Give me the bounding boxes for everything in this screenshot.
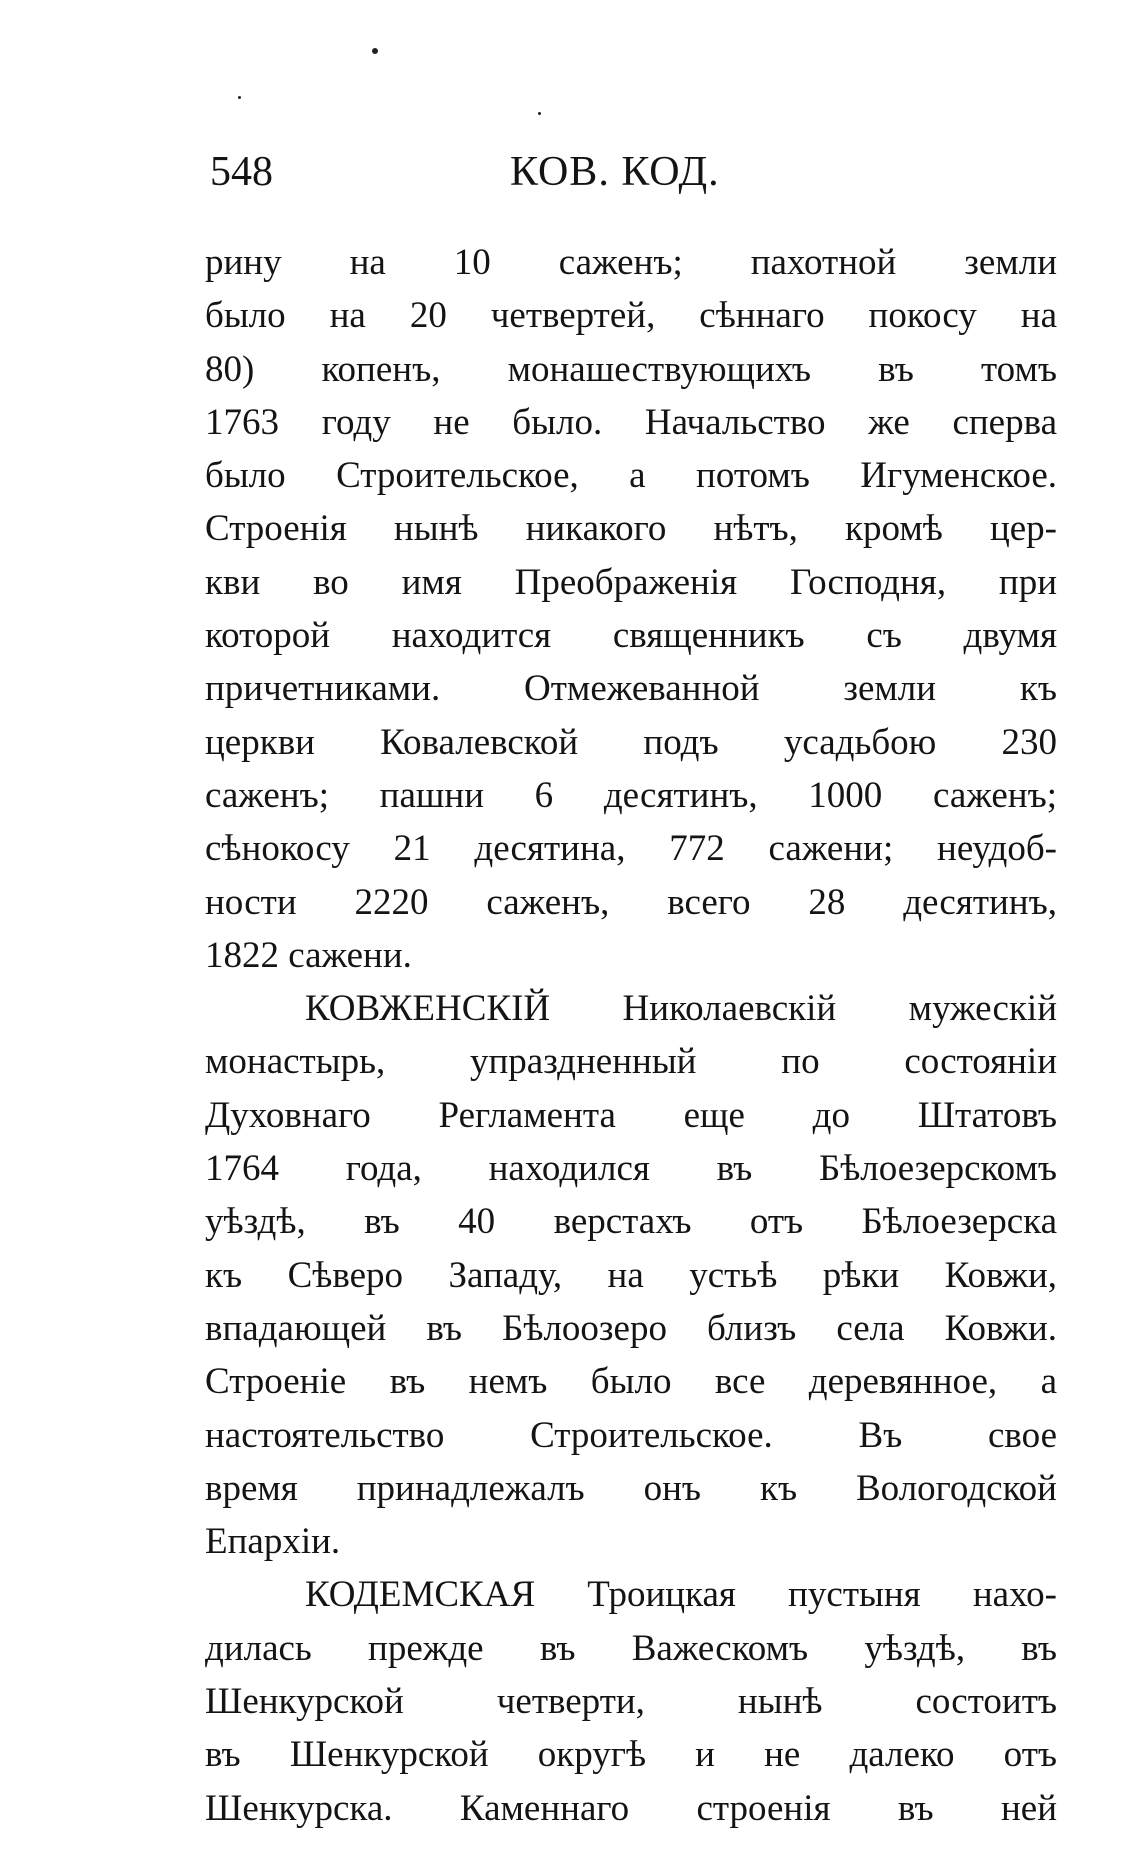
text-line: Строенія нынѣ никакого нѣтъ, кромѣ цер- bbox=[205, 508, 1057, 550]
text-line: Духовнаго Регламента еще до Штатовъ bbox=[205, 1094, 1057, 1136]
text-line: рину на 10 саженъ; пахотной земли bbox=[205, 242, 1057, 283]
text-line: церкви Ковалевской подъ усадьбою 230 bbox=[205, 721, 1057, 763]
text-line: причетниками. Отмежеванной земли къ bbox=[205, 668, 1057, 710]
text-line: дилась прежде въ Важескомъ уѣздѣ, въ bbox=[205, 1627, 1057, 1669]
text-line: въ Шенкурской округѣ и не далеко отъ bbox=[205, 1734, 1057, 1776]
text-line: кви во имя Преображенія Господня, при bbox=[205, 561, 1057, 603]
text-line: время принадлежалъ онъ къ Вологодской bbox=[205, 1467, 1057, 1509]
page-number: 548 bbox=[210, 149, 273, 195]
ink-speck bbox=[538, 112, 541, 115]
text-line: настоятельство Строительское. Въ свое bbox=[205, 1414, 1057, 1456]
page-header bbox=[210, 142, 765, 202]
text-line: 1822 сажени. bbox=[205, 934, 412, 976]
text-line: Шенкурска. Каменнаго строенія въ ней bbox=[205, 1787, 1057, 1829]
text-line: саженъ; пашни 6 десятинъ, 1000 саженъ; bbox=[205, 774, 1057, 816]
text-line: 1763 году не было. Начальство же сперва bbox=[205, 401, 1057, 443]
running-head: КОВ. КОД. bbox=[510, 149, 720, 195]
text-line: 80) копенъ, монашествующихъ въ томъ bbox=[205, 348, 1057, 390]
ink-speck bbox=[238, 96, 241, 99]
text-line: было на 20 четвертей, сѣннаго покосу на bbox=[205, 295, 1057, 337]
text-line: Епархіи. bbox=[205, 1521, 341, 1563]
text-line: впадающей въ Бѣлоозеро близъ села Ковжи. bbox=[205, 1307, 1057, 1349]
entry-heading-line: КОВЖЕНСКІЙ Николаевскій мужескій bbox=[305, 988, 1057, 1030]
text-line: монастырь, упраздненный по состояніи bbox=[205, 1041, 1057, 1083]
text-line: которой находится священникъ съ двумя bbox=[205, 615, 1057, 657]
ink-speck bbox=[372, 48, 378, 54]
text-line: уѣздѣ, въ 40 верстахъ отъ Бѣлоезерска bbox=[205, 1201, 1057, 1243]
text-line: Строеніе въ немъ было все деревянное, а bbox=[205, 1361, 1057, 1403]
text-line: 1764 года, находился въ Бѣлоезерскомъ bbox=[205, 1148, 1057, 1190]
text-line: къ Сѣверо Западу, на устьѣ рѣки Ковжи, bbox=[205, 1254, 1057, 1296]
text-line: сѣнокосу 21 десятина, 772 сажени; неудоб- bbox=[205, 828, 1057, 870]
text-line: Шенкурской четверти, нынѣ состоитъ bbox=[205, 1681, 1057, 1723]
text-line: ности 2220 саженъ, всего 28 десятинъ, bbox=[205, 881, 1057, 923]
entry-heading-line: КОДЕМСКАЯ Троицкая пустыня нахо- bbox=[305, 1574, 1057, 1616]
text-line: было Строительское, а потомъ Игуменское. bbox=[205, 455, 1057, 497]
body-text bbox=[205, 236, 1057, 1835]
